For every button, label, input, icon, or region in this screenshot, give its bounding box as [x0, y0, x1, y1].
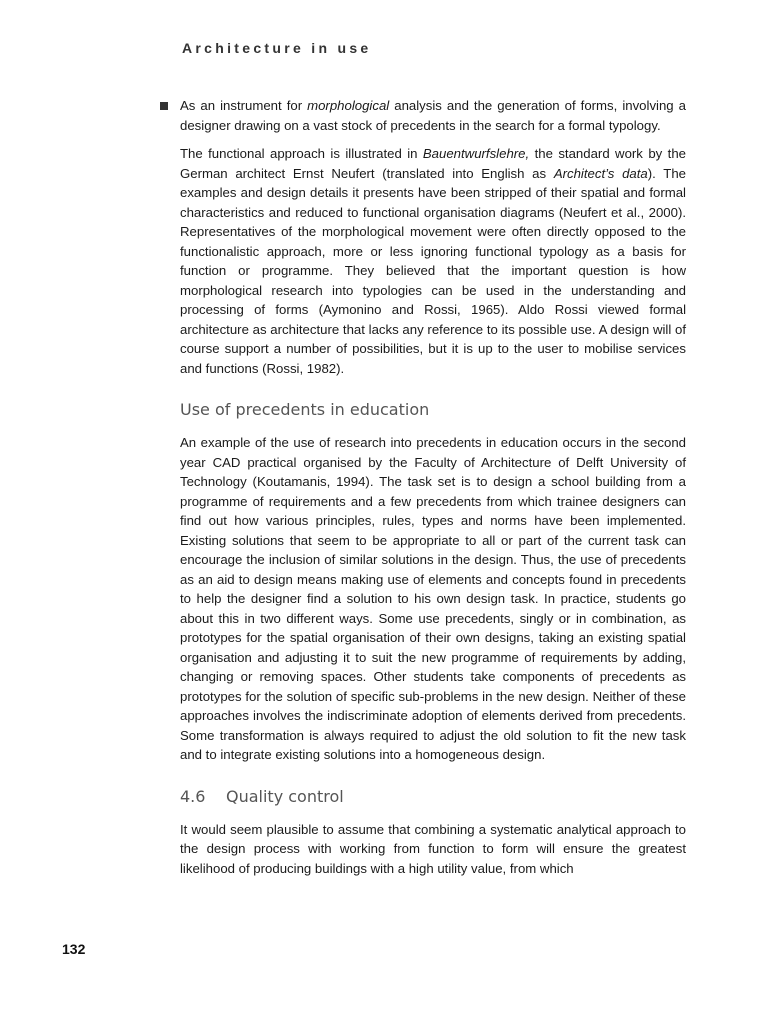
paragraph-precedents-education: An example of the use of research into precedents in education occurs in the second year CAD practical organised by the Faculty of Architecture of Delft University of Technology (Koutamanis, 1994). The task set is to design a school building from a programme of requirements and a few precedents from which trainee designers can find out how various principles, rules, types and norms have been implemented. Existing solutions that seem to be appropriate to all or part of the current task can encourage the inclusion of similar solutions in the design. Thus, the use of precedents as an aid to design means making use of elements and concepts found in precedents to help the designer find a solution to his own design task. In practice, students go about this in two different ways. Some use precedents, singly or in combination, as prototypes for the spatial organisation of their own designs, taking an existing spatial organisation and adjusting it to suit the new programme of requirements by adding, changing or removing spaces. Other students take components of precedents as prototypes for the solution of specific sub-problems in the new design. Neither of these approaches involves the indiscriminate adoption of elements derived from precedents. Some transformation is always required to adjust the old solution to fit the new task and to integrate existing solutions into a homogeneous design. — [180, 435, 686, 762]
section-heading-precedents: Use of precedents in education — [180, 400, 430, 419]
running-head: Architecture in use — [182, 40, 372, 56]
section-heading-quality-control — [180, 787, 686, 806]
paragraph-functional-approach: The functional approach is illustrated in Bauentwurfslehre, the standard work by the German architect Ernst Neufert (translated into English as Architect’s data). The examples and design details it presents have been stripped of their spatial and formal characteristics and reduced to functional organisation diagrams (Neufert et al., 2000). Representatives of the morphological movement were often directly opposed to the functionalistic approach, more or less ignoring functional typology as a basis for function or programme. They believed that the important question is how morphological research into typologies can be used in the understanding and processing of forms (Aymonino and Rossi, 1965). Aldo Rossi viewed formal architecture as architecture that lacks any reference to its possible use. A design will of course support a number of possibilities, but it is up to the user to mobilise services and functions (Rossi, 1982). — [180, 146, 687, 376]
page-number: 132 — [62, 941, 86, 957]
page-body — [180, 96, 686, 887]
bullet-item — [180, 96, 686, 135]
bullet-text: As an instrument for morphological analysis and the generation of forms, involving a designer drawing on a vast stock of precedents in the search for a formal typology. — [180, 98, 686, 133]
section-number: 4.6 — [180, 786, 206, 806]
paragraph-quality-control: It would seem plausible to assume that combining a systematic analytical approach to the design process with working from function to form will ensure the greatest likelihood of producing buildings with a high utility value, from which — [180, 821, 686, 876]
section-title: Quality control — [226, 786, 344, 806]
square-bullet-icon — [160, 102, 168, 110]
